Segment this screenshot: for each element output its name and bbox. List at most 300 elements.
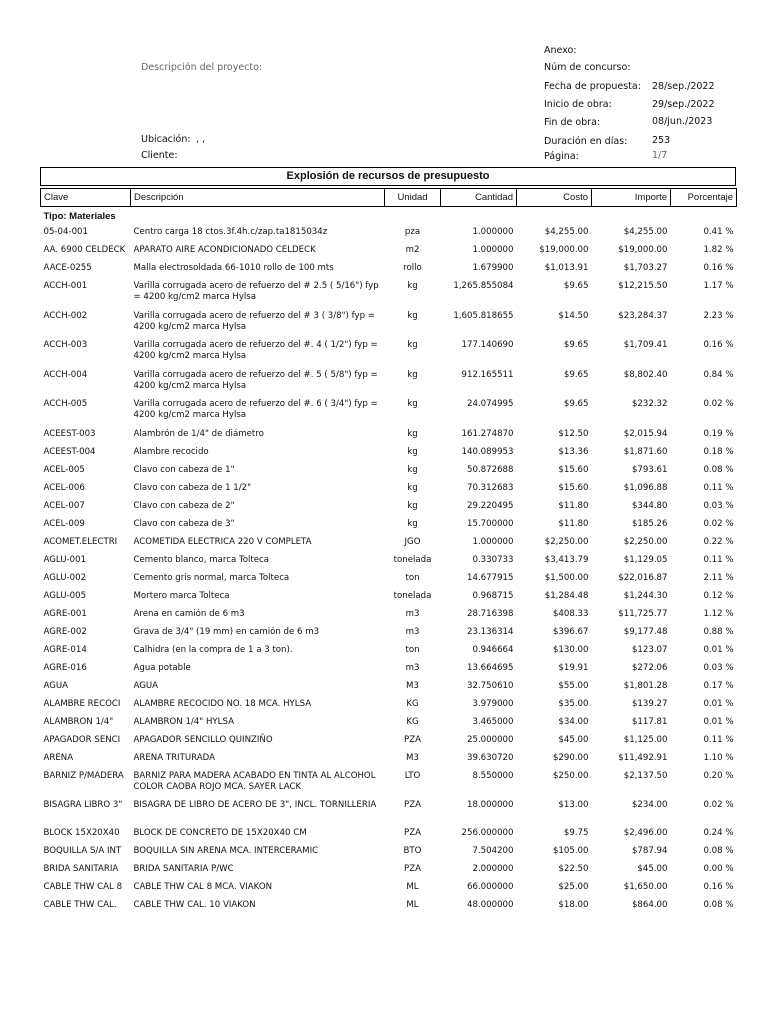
col-header-cantidad: Cantidad — [441, 189, 517, 207]
duracion-value: 253 — [652, 135, 671, 146]
cell-importe: $117.81 — [631, 716, 668, 727]
table-row — [41, 645, 737, 663]
table-row — [41, 519, 737, 537]
col-header-porcentaje: Porcentaje — [671, 189, 737, 207]
cell-importe: $1,709.41 — [623, 340, 668, 350]
cell-clave: AGUA — [43, 680, 69, 691]
col-header-unidad: Unidad — [385, 189, 441, 207]
table-row — [41, 429, 737, 447]
cell-clave: ACOMET.ELECTRI — [43, 536, 118, 547]
cell-unidad: ton — [405, 644, 420, 655]
cell-descripcion: APARATO AIRE ACONDICIONADO CELDECK — [133, 245, 316, 255]
cell-costo: $45.00 — [558, 734, 589, 745]
anexo-label: Anexo: — [544, 45, 577, 56]
cell-descripcion: Agua potable — [133, 662, 191, 673]
cell-clave: CABLE THW CAL 8 — [43, 882, 123, 892]
cell-descripcion: Varilla corrugada acero de refuerzo del #. 6 ( 3/4") fyp = 4200 kg/cm2 marca Hylsa — [133, 399, 378, 420]
table-row — [41, 465, 737, 483]
cell-costo: $9.65 — [563, 399, 589, 409]
cell-descripcion: CABLE THW CAL 8 MCA. VIAKON — [133, 882, 273, 892]
cell-cantidad: 0.968715 — [472, 590, 514, 601]
cell-costo: $396.67 — [552, 626, 589, 637]
cell-costo: $1,500.00 — [544, 572, 589, 583]
col-header-importe: Importe — [592, 189, 671, 207]
pagina-label: Página: — [544, 151, 579, 162]
cell-costo: $35.00 — [558, 698, 589, 709]
cell-cantidad: 140.089953 — [461, 446, 514, 457]
cell-porcentaje: 0.17 % — [703, 680, 734, 691]
cell-unidad: JGO — [404, 536, 421, 547]
cell-clave: AACE-0255 — [43, 263, 92, 273]
cell-cantidad: 29.220495 — [467, 500, 514, 511]
cell-clave: AGLU-001 — [43, 554, 87, 565]
cell-unidad: KG — [406, 716, 419, 727]
table-row — [41, 828, 737, 846]
cell-unidad: kg — [407, 310, 418, 321]
table-row — [41, 699, 737, 717]
cell-unidad: kg — [407, 428, 418, 439]
cell-descripcion: BLOCK DE CONCRETO DE 15X20X40 CM — [133, 828, 307, 838]
cell-importe: $2,496.00 — [623, 828, 668, 838]
cell-clave: ALAMBRON 1/4" — [43, 716, 114, 727]
cell-clave: ACEEST-004 — [43, 446, 96, 457]
table-row — [41, 753, 737, 771]
cell-costo: $13.36 — [558, 446, 589, 457]
cell-porcentaje: 0.02 % — [703, 399, 734, 409]
col-header-costo: Costo — [517, 189, 592, 207]
cell-cantidad: 23.136314 — [467, 626, 514, 637]
cell-costo: $19.91 — [558, 662, 589, 673]
cell-porcentaje: 0.08 % — [703, 900, 734, 910]
cell-clave: AA. 6900 CELDECK — [43, 245, 126, 255]
cell-descripcion: Varilla corrugada acero de refuerzo del #. 5 ( 5/8") fyp = 4200 kg/cm2 marca Hylsa — [133, 369, 378, 391]
cell-clave: AGRE-016 — [43, 662, 87, 673]
cell-clave: AGLU-002 — [43, 572, 87, 583]
table-row — [41, 609, 737, 627]
cell-costo: $11.80 — [558, 518, 589, 529]
cell-costo: $290.00 — [552, 752, 589, 763]
cell-cantidad: 177.140690 — [461, 340, 514, 350]
duracion-label: Duración en días: — [544, 136, 628, 147]
cell-importe: $1,125.00 — [623, 734, 668, 745]
cell-cantidad: 1.679900 — [472, 263, 514, 273]
cell-importe: $9,177.48 — [623, 626, 668, 637]
cell-cantidad: 2.000000 — [472, 864, 514, 874]
cell-costo: $9.65 — [563, 340, 589, 350]
cell-clave: ACEL-005 — [43, 464, 85, 475]
cell-clave: ACCH-002 — [43, 310, 88, 321]
cell-importe: $22,016.87 — [618, 572, 668, 583]
cell-costo: $1,284.48 — [544, 590, 589, 601]
cell-porcentaje: 0.08 % — [703, 464, 734, 475]
cell-clave: ACCH-003 — [43, 340, 88, 350]
cell-importe: $2,137.50 — [623, 770, 668, 781]
cell-costo: $18.00 — [558, 900, 589, 910]
cell-cantidad: 8.550000 — [472, 770, 514, 781]
cell-importe: $272.06 — [631, 662, 668, 673]
cell-porcentaje: 0.02 % — [703, 518, 734, 529]
cell-descripcion: BARNIZ PARA MADERA ACABADO EN TINTA AL ALCOHOL COLOR CAOBA ROJO MCA. SAYER LACK — [133, 770, 376, 792]
cell-descripcion: Arena en camión de 6 m3 — [133, 608, 245, 619]
inicio-obra-label: Inicio de obra: — [544, 99, 612, 110]
cell-cantidad: 50.872688 — [467, 464, 514, 475]
cell-clave: AGRE-001 — [43, 608, 87, 619]
cell-costo: $4,255.00 — [544, 227, 589, 237]
cell-unidad: PZA — [404, 800, 421, 810]
cell-clave: BISAGRA LIBRO 3" — [43, 800, 123, 810]
cell-costo: $15.60 — [558, 464, 589, 475]
cell-cantidad: 7.504200 — [472, 846, 514, 856]
resources-table — [40, 188, 737, 918]
cell-importe: $1,801.28 — [623, 680, 668, 691]
cell-clave: ALAMBRE RECOCI — [43, 698, 121, 709]
cell-importe: $139.27 — [631, 698, 668, 709]
cell-unidad: PZA — [404, 828, 421, 838]
cell-clave: BOQUILLA S/A INT — [43, 846, 122, 856]
cell-descripcion: BISAGRA DE LIBRO DE ACERO DE 3", INCL. TORNILLERIA — [133, 800, 377, 810]
cell-importe: $344.80 — [631, 500, 668, 511]
cell-porcentaje: 2.23 % — [703, 310, 734, 321]
cell-importe: $1,129.05 — [623, 554, 668, 565]
cell-unidad: M3 — [406, 680, 419, 691]
cell-porcentaje: 0.00 % — [703, 864, 734, 874]
cell-costo: $130.00 — [552, 644, 589, 655]
ubicacion-value: , , — [196, 134, 206, 145]
cell-porcentaje: 0.22 % — [703, 536, 734, 547]
table-row — [41, 800, 737, 828]
cell-clave: ACCH-005 — [43, 399, 88, 409]
cell-descripcion: Varilla corrugada acero de refuerzo del # 2.5 ( 5/16") fyp = 4200 kg/cm2 marca Hylsa — [133, 281, 379, 302]
cell-porcentaje: 2.11 % — [703, 572, 734, 583]
cell-unidad: kg — [407, 482, 418, 493]
table-row — [41, 771, 737, 801]
cell-descripcion: Clavo con cabeza de 2" — [133, 500, 235, 511]
cell-clave: ACEL-009 — [43, 518, 85, 529]
cell-importe: $8,802.40 — [623, 369, 668, 380]
cell-porcentaje: 1.17 % — [703, 281, 734, 291]
cell-unidad: m3 — [405, 608, 420, 619]
cell-porcentaje: 0.84 % — [703, 369, 734, 380]
table-row — [41, 311, 737, 341]
table-row — [41, 864, 737, 882]
table-row — [41, 735, 737, 753]
cell-cantidad: 13.664695 — [467, 662, 514, 673]
cell-costo: $3,413.79 — [544, 554, 589, 565]
cell-porcentaje: 1.12 % — [703, 608, 734, 619]
cell-unidad: ML — [406, 900, 419, 910]
table-row — [41, 627, 737, 645]
cell-porcentaje: 0.41 % — [703, 227, 734, 237]
cell-cantidad: 28.716398 — [467, 608, 514, 619]
cell-unidad: PZA — [404, 734, 421, 745]
ubicacion-label: Ubicación: — [141, 134, 191, 145]
cell-porcentaje: 0.11 % — [703, 554, 734, 565]
cell-costo: $9.65 — [563, 369, 589, 380]
cell-costo: $13.00 — [558, 800, 589, 810]
cell-costo: $34.00 — [558, 716, 589, 727]
cell-cantidad: 1.000000 — [472, 245, 514, 255]
cell-costo: $105.00 — [552, 846, 589, 856]
table-row — [41, 681, 737, 699]
cell-unidad: kg — [407, 446, 418, 457]
cell-clave: ACEEST-003 — [43, 428, 96, 439]
cell-unidad: kg — [407, 399, 418, 409]
cell-costo: $408.33 — [552, 608, 589, 619]
cell-cantidad: 1.000000 — [472, 227, 514, 237]
table-row — [41, 900, 737, 918]
cell-unidad: m3 — [405, 662, 420, 673]
cell-importe: $2,015.94 — [623, 428, 668, 439]
cell-descripcion: Clavo con cabeza de 3" — [133, 518, 235, 529]
cell-porcentaje: 0.01 % — [703, 716, 734, 727]
cell-costo: $19,000.00 — [539, 245, 589, 255]
cell-unidad: kg — [407, 464, 418, 475]
cliente-label: Cliente: — [141, 150, 178, 161]
table-row — [41, 227, 737, 245]
cell-clave: BARNIZ P/MADERA — [43, 770, 124, 781]
cell-descripcion: Mortero marca Tolteca — [133, 590, 230, 601]
cell-descripcion: APAGADOR SENCILLO QUINZIÑO — [133, 734, 273, 745]
cell-cantidad: 18.000000 — [467, 800, 514, 810]
cell-porcentaje: 0.16 % — [703, 340, 734, 350]
cell-porcentaje: 0.16 % — [703, 263, 734, 273]
cell-cantidad: 15.700000 — [467, 518, 514, 529]
cell-importe: $1,244.30 — [623, 590, 668, 601]
cell-costo: $14.50 — [558, 310, 589, 321]
cell-costo: $25.00 — [558, 882, 589, 892]
cell-descripcion: Centro carga 18 ctos.3f.4h.c/zap.ta1815034z — [133, 227, 328, 237]
cell-importe: $1,650.00 — [623, 882, 668, 892]
cell-unidad: pza — [404, 227, 421, 237]
cell-descripcion: ALAMBRON 1/4" HYLSA — [133, 716, 234, 727]
cell-importe: $793.61 — [631, 464, 668, 475]
cell-clave: ACEL-007 — [43, 500, 85, 511]
fecha-propuesta-label: Fecha de propuesta: — [544, 81, 641, 92]
cell-unidad: kg — [407, 500, 418, 511]
cell-descripcion: Alambre recocido — [133, 446, 209, 457]
cell-cantidad: 24.074995 — [467, 399, 514, 409]
cell-porcentaje: 1.82 % — [703, 245, 734, 255]
cell-cantidad: 256.000000 — [461, 828, 514, 838]
cell-clave: APAGADOR SENCI — [43, 734, 121, 745]
cell-cantidad: 48.000000 — [467, 900, 514, 910]
cell-importe: $232.32 — [631, 399, 668, 409]
cell-porcentaje: 0.11 % — [703, 734, 734, 745]
cell-descripcion: Calhidra (en la compra de 1 a 3 ton). — [133, 644, 293, 655]
cell-porcentaje: 0.88 % — [703, 626, 734, 637]
table-row — [41, 501, 737, 519]
table-row — [41, 846, 737, 864]
table-row — [41, 340, 737, 370]
num-concurso-label: Núm de concurso: — [544, 62, 631, 73]
cell-clave: 05-04-001 — [43, 227, 88, 237]
cell-porcentaje: 0.16 % — [703, 882, 734, 892]
cell-porcentaje: 0.01 % — [703, 698, 734, 709]
cell-importe: $185.26 — [631, 518, 668, 529]
table-row — [41, 483, 737, 501]
group-header-row — [41, 207, 737, 228]
table-row — [41, 447, 737, 465]
cell-cantidad: 1.000000 — [472, 536, 514, 547]
cell-importe: $787.94 — [631, 846, 668, 856]
cell-unidad: kg — [407, 340, 418, 350]
cell-cantidad: 161.274870 — [461, 428, 514, 439]
project-description-label: Descripción del proyecto: — [141, 62, 263, 73]
cell-clave: AGRE-002 — [43, 626, 87, 637]
cell-costo: $2,250.00 — [544, 536, 589, 547]
table-row — [41, 281, 737, 311]
cell-costo: $9.65 — [563, 281, 589, 291]
cell-clave: AGRE-014 — [43, 644, 87, 655]
cell-descripcion: ARENA TRITURADA — [133, 752, 215, 763]
cell-porcentaje: 0.12 % — [703, 590, 734, 601]
cell-unidad: kg — [407, 281, 418, 291]
cell-porcentaje: 0.03 % — [703, 500, 734, 511]
cell-cantidad: 70.312683 — [467, 482, 514, 493]
cell-porcentaje: 0.24 % — [703, 828, 734, 838]
cell-descripcion: AGUA — [133, 680, 159, 691]
cell-costo: $55.00 — [558, 680, 589, 691]
table-row — [41, 370, 737, 400]
cell-importe: $1,871.60 — [623, 446, 668, 457]
cell-cantidad: 1,265.855084 — [453, 281, 514, 291]
cell-unidad: tonelada — [393, 554, 432, 565]
cell-cantidad: 1,605.818655 — [453, 310, 514, 321]
cell-cantidad: 3.979000 — [472, 698, 514, 709]
cell-cantidad: 14.677915 — [467, 572, 514, 583]
cell-unidad: rollo — [403, 263, 422, 273]
cell-unidad: tonelada — [393, 590, 432, 601]
cell-descripcion: Varilla corrugada acero de refuerzo del # 3 ( 3/8") fyp = 4200 kg/cm2 marca Hylsa — [133, 310, 375, 332]
cell-cantidad: 32.750610 — [467, 680, 514, 691]
cell-porcentaje: 0.11 % — [703, 482, 734, 493]
cell-unidad: m3 — [405, 626, 420, 637]
cell-unidad: LTO — [404, 770, 421, 781]
cell-descripcion: Clavo con cabeza de 1 1/2" — [133, 482, 252, 493]
cell-descripcion: ACOMETIDA ELECTRICA 220 V COMPLETA — [133, 536, 312, 547]
table-row — [41, 399, 737, 429]
cell-importe: $45.00 — [637, 864, 668, 874]
table-header-row — [41, 189, 737, 207]
cell-costo: $12.50 — [558, 428, 589, 439]
cell-descripcion: ALAMBRE RECOCIDO NO. 18 MCA. HYLSA — [133, 698, 312, 709]
cell-importe: $2,250.00 — [623, 536, 668, 547]
cell-costo: $22.50 — [558, 864, 589, 874]
cell-unidad: m2 — [405, 245, 420, 255]
cell-importe: $19,000.00 — [618, 245, 668, 255]
cell-unidad: PZA — [404, 864, 421, 874]
fecha-propuesta-value: 28/sep./2022 — [652, 81, 715, 92]
cell-costo: $250.00 — [552, 770, 589, 781]
cell-porcentaje: 0.01 % — [703, 644, 734, 655]
cell-cantidad: 0.330733 — [472, 554, 514, 565]
cell-unidad: KG — [406, 698, 419, 709]
cell-descripcion: CABLE THW CAL. 10 VIAKON — [133, 900, 256, 910]
cell-clave: ACEL-006 — [43, 482, 85, 493]
cell-porcentaje: 0.03 % — [703, 662, 734, 673]
cell-cantidad: 912.165511 — [461, 369, 514, 380]
cell-porcentaje: 0.08 % — [703, 846, 734, 856]
cell-unidad: kg — [407, 518, 418, 529]
cell-costo: $15.60 — [558, 482, 589, 493]
cell-cantidad: 66.000000 — [467, 882, 514, 892]
cell-porcentaje: 0.19 % — [703, 428, 734, 439]
table-row — [41, 591, 737, 609]
table-row — [41, 717, 737, 735]
cell-descripcion: Alambrón de 1/4" de diámetro — [133, 428, 264, 439]
cell-clave: CABLE THW CAL. — [43, 900, 117, 910]
cell-descripcion: BRIDA SANITARIA P/WC — [133, 864, 234, 874]
cell-cantidad: 25.000000 — [467, 734, 514, 745]
table-row — [41, 663, 737, 681]
cell-importe: $864.00 — [631, 900, 668, 910]
fin-obra-value: 08/jun./2023 — [652, 116, 713, 127]
cell-unidad: BTO — [403, 846, 422, 856]
cell-descripcion: Malla electrosoldada 66-1010 rollo de 100 mts — [133, 263, 334, 273]
cell-descripcion: Clavo con cabeza de 1" — [133, 464, 235, 475]
cell-descripcion: BOQUILLA SIN ARENA MCA. INTERCERAMIC — [133, 846, 319, 856]
cell-clave: BRIDA SANITARIA — [43, 864, 119, 874]
table-row — [41, 263, 737, 281]
cell-clave: ACCH-004 — [43, 369, 88, 380]
report-title: Explosión de recursos de presupuesto — [40, 167, 736, 186]
cell-importe: $11,492.91 — [618, 752, 668, 763]
cell-clave: BLOCK 15X20X40 — [43, 828, 120, 838]
cell-importe: $11,725.77 — [618, 608, 668, 619]
cell-importe: $1,703.27 — [623, 263, 668, 273]
tipo-materiales-label: Tipo: Materiales — [43, 211, 116, 222]
cell-cantidad: 3.465000 — [472, 716, 514, 727]
col-header-clave: Clave — [41, 189, 131, 207]
cell-porcentaje: 0.18 % — [703, 446, 734, 457]
table-row — [41, 537, 737, 555]
cell-descripcion: Cemento gris normal, marca Tolteca — [133, 572, 290, 583]
cell-importe: $234.00 — [631, 800, 668, 810]
cell-porcentaje: 0.02 % — [703, 800, 734, 810]
cell-importe: $12,215.50 — [618, 281, 668, 291]
cell-clave: ARENA — [43, 752, 74, 763]
cell-clave: ACCH-001 — [43, 281, 88, 291]
pagina-value: 1/7 — [652, 150, 668, 161]
cell-unidad: ton — [405, 572, 420, 583]
cell-descripcion: Varilla corrugada acero de refuerzo del #. 4 ( 1/2") fyp = 4200 kg/cm2 marca Hylsa — [133, 340, 378, 361]
col-header-descripcion: Descripción — [131, 189, 385, 207]
table-row — [41, 245, 737, 263]
inicio-obra-value: 29/sep./2022 — [652, 99, 715, 110]
cell-importe: $4,255.00 — [623, 227, 668, 237]
cell-importe: $23,284.37 — [618, 310, 668, 321]
cell-clave: AGLU-005 — [43, 590, 87, 601]
cell-unidad: kg — [407, 369, 418, 380]
cell-unidad: ML — [406, 882, 419, 892]
cell-porcentaje: 1.10 % — [703, 752, 734, 763]
table-row — [41, 882, 737, 900]
cell-cantidad: 0.946664 — [472, 644, 514, 655]
cell-costo: $1,013.91 — [544, 263, 589, 273]
cell-costo: $11.80 — [558, 500, 589, 511]
cell-importe: $123.07 — [631, 644, 668, 655]
table-row — [41, 573, 737, 591]
cell-descripcion: Grava de 3/4" (19 mm) en camión de 6 m3 — [133, 626, 320, 637]
cell-descripcion: Cemento blanco, marca Tolteca — [133, 554, 270, 565]
cell-unidad: M3 — [406, 752, 419, 763]
cell-porcentaje: 0.20 % — [703, 770, 734, 781]
cell-cantidad: 39.630720 — [467, 752, 514, 763]
fin-obra-label: Fin de obra: — [544, 117, 601, 128]
table-row — [41, 555, 737, 573]
cell-costo: $9.75 — [563, 828, 589, 838]
cell-importe: $1,096.88 — [623, 482, 668, 493]
